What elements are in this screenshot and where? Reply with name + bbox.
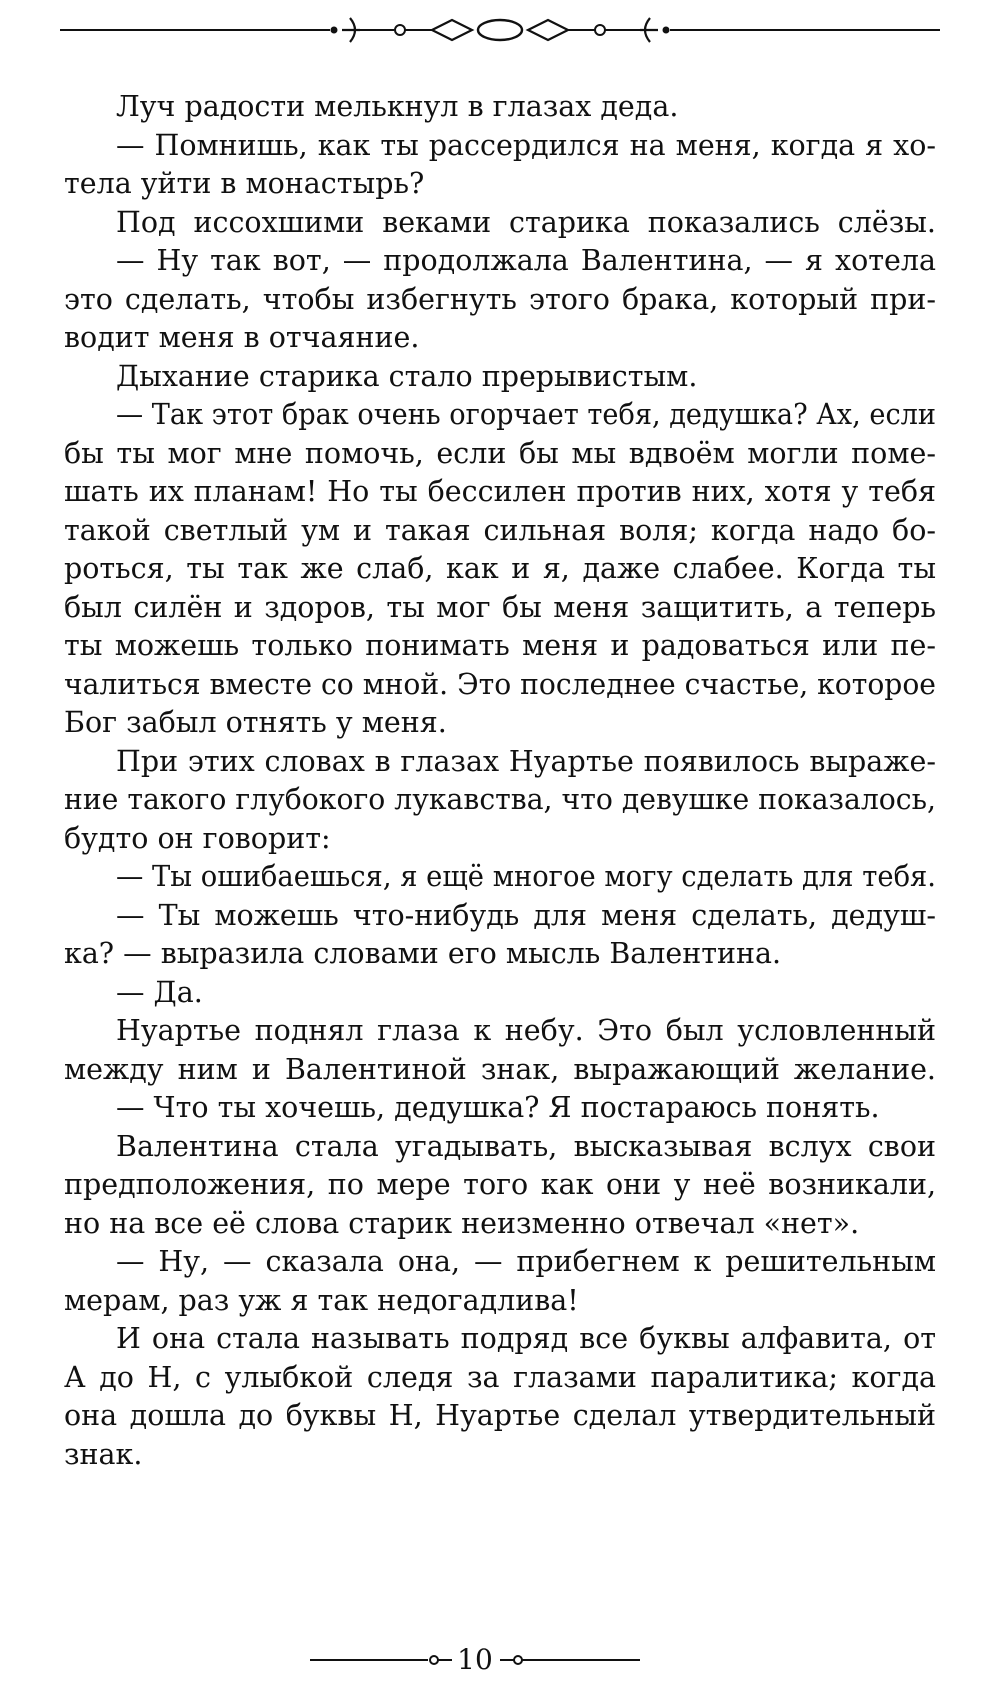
page-number: 10 bbox=[457, 1643, 493, 1676]
text-line bbox=[64, 1205, 936, 1244]
text-line-content: И она стала называть подряд все буквы алфавита, от bbox=[116, 1322, 936, 1355]
text-line-content: Нуартье поднял глаза к небу. Это был условленный bbox=[116, 1014, 936, 1047]
text-line bbox=[64, 358, 936, 397]
text-line bbox=[64, 589, 936, 628]
text-line bbox=[64, 704, 936, 743]
text-line bbox=[64, 396, 936, 435]
text-line bbox=[64, 1166, 936, 1205]
text-line-content: но на все её слова старик неизменно отвечал «нет». bbox=[64, 1206, 860, 1240]
text-line-content: Валентина стала угадывать, высказывая вслух свои bbox=[116, 1129, 936, 1163]
text-line bbox=[64, 1051, 936, 1090]
text-line-content: — Помнишь, как ты рассердился на меня, когда я хо- bbox=[116, 128, 936, 162]
text-line-content: между ним и Валентиной знак, выражающий желание. bbox=[64, 1052, 936, 1086]
text-line-content: — Ну, — сказала она, — прибегнем к решительным bbox=[116, 1245, 936, 1278]
text-line-content: был силён и здоров, ты мог бы меня защитить, а теперь bbox=[64, 590, 936, 624]
text-line-content: она дошла до буквы Н, Нуартье сделал утвердительный bbox=[64, 1399, 936, 1432]
text-line-content: мерам, раз уж я так недогадлива! bbox=[64, 1283, 579, 1317]
text-line bbox=[64, 1397, 936, 1436]
text-line-content: ка? — выразила словами его мысль Валентина. bbox=[64, 937, 782, 970]
text-line bbox=[64, 127, 936, 166]
text-line bbox=[64, 512, 936, 551]
text-line-content: — Ты можешь что-нибудь для меня сделать, дедуш- bbox=[116, 898, 936, 932]
text-line bbox=[64, 319, 936, 358]
text-line-content: — Ты ошибаешься, я ещё многое могу сделать для тебя. bbox=[116, 860, 936, 893]
text-line-content: Под иссохшими веками старика показались слёзы. bbox=[116, 205, 936, 239]
text-line bbox=[64, 743, 936, 782]
text-line bbox=[64, 1243, 936, 1282]
text-line-content: знак. bbox=[64, 1437, 143, 1471]
page-footer bbox=[310, 1640, 640, 1680]
text-line bbox=[64, 666, 936, 705]
text-line bbox=[64, 1282, 936, 1321]
text-line-content: роться, ты так же слаб, как и я, даже слабее. Когда ты bbox=[64, 552, 936, 585]
text-line-content: бы ты мог мне помочь, если бы мы вдвоём могли поме- bbox=[64, 436, 936, 470]
text-line bbox=[64, 1436, 936, 1475]
text-line bbox=[64, 1012, 936, 1051]
text-line-content: тела уйти в монастырь? bbox=[64, 167, 425, 200]
text-line-content: шать их планам! Но ты бессилен против них, хотя у тебя bbox=[64, 475, 936, 508]
text-line-content: водит меня в отчаяние. bbox=[64, 321, 420, 354]
text-line-content: такой светлый ум и такая сильная воля; когда надо бо- bbox=[64, 513, 936, 547]
text-line-content: будто он говорит: bbox=[64, 821, 331, 855]
text-line bbox=[64, 435, 936, 474]
text-line-content: — Так этот брак очень огорчает тебя, дедушка? Ах, если bbox=[116, 398, 936, 431]
text-line-content: Бог забыл отнять у меня. bbox=[64, 706, 447, 739]
text-line bbox=[64, 1359, 936, 1398]
top-ornament-rule bbox=[60, 8, 940, 52]
text-line-content: Луч радости мелькнул в глазах деда. bbox=[116, 90, 679, 123]
text-line bbox=[64, 781, 936, 820]
text-line-content: предположения, по мере того как они у неё возникали, bbox=[64, 1168, 936, 1201]
text-line bbox=[64, 165, 936, 204]
text-line-content: чалиться вместе со мной. Это последнее счастье, которое bbox=[64, 667, 936, 701]
text-line-content: Дыхание старика стало прерывистым. bbox=[116, 359, 698, 393]
text-line-content: — Да. bbox=[116, 975, 203, 1009]
text-line-content: это сделать, чтобы избегнуть этого брака, который при- bbox=[64, 282, 936, 316]
text-line-content: А до Н, с улыбкой следя за глазами паралитика; когда bbox=[64, 1360, 936, 1394]
text-line bbox=[64, 627, 936, 666]
text-line-content: ты можешь только понимать меня и радоваться или пе- bbox=[64, 629, 936, 662]
text-line-content: При этих словах в глазах Нуартье появилось выраже- bbox=[116, 744, 936, 778]
text-line bbox=[64, 897, 936, 936]
text-line bbox=[64, 1320, 936, 1359]
text-line bbox=[64, 974, 936, 1013]
text-line-content: ние такого глубокого лукавства, что девушке показалось, bbox=[64, 783, 936, 816]
text-line-content: — Ну так вот, — продолжала Валентина, — я хотела bbox=[116, 244, 936, 277]
text-line bbox=[64, 1128, 936, 1167]
text-line bbox=[64, 473, 936, 512]
page-text bbox=[64, 88, 936, 1474]
text-line bbox=[64, 204, 936, 243]
text-line bbox=[64, 88, 936, 127]
text-line bbox=[64, 935, 936, 974]
text-line-content: — Что ты хочешь, дедушка? Я постараюсь понять. bbox=[116, 1091, 880, 1124]
text-line bbox=[64, 858, 936, 897]
text-line bbox=[64, 1089, 936, 1128]
text-line bbox=[64, 242, 936, 281]
text-line bbox=[64, 820, 936, 859]
text-line bbox=[64, 550, 936, 589]
text-line bbox=[64, 281, 936, 320]
